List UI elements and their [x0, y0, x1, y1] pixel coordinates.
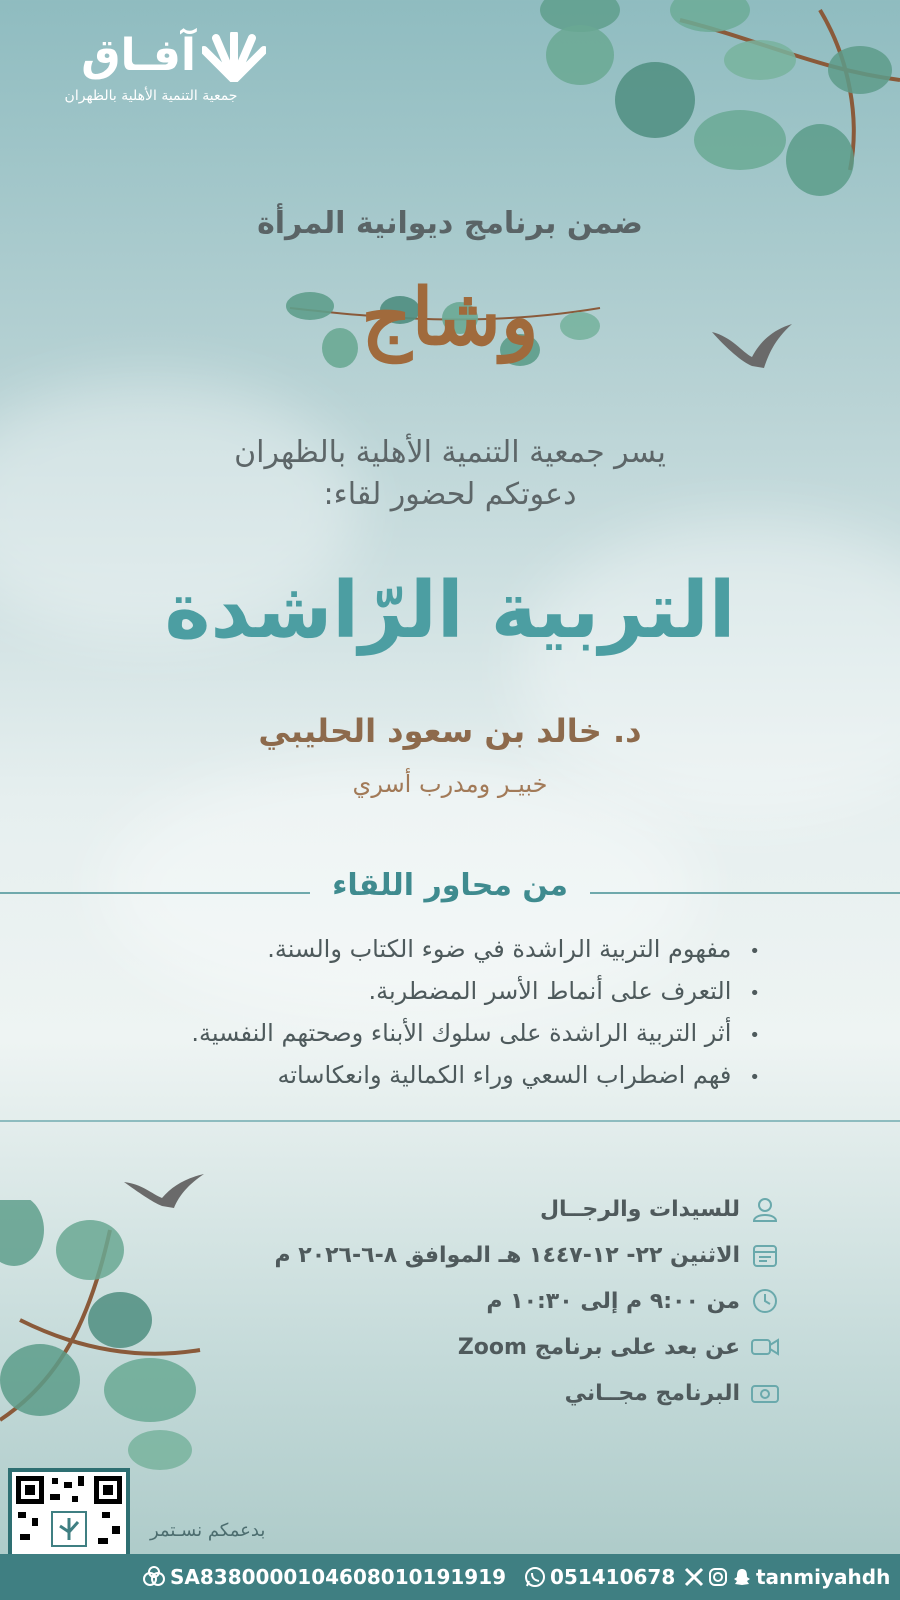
topics-heading-text: من محاور اللقاء: [332, 868, 568, 903]
social-handle[interactable]: [684, 1554, 890, 1600]
phone[interactable]: [524, 1554, 675, 1600]
fee-text: البرنامج مجــاني: [564, 1380, 740, 1406]
event-title: التربية الرّاشدة: [164, 566, 736, 656]
speaker-role: خبيـر ومدرب أسري: [352, 770, 548, 798]
detail-audience: [140, 1186, 780, 1232]
x-icon: [684, 1567, 704, 1587]
instagram-icon: [708, 1567, 728, 1587]
section-divider: [0, 1120, 900, 1122]
video-camera-icon: [750, 1332, 780, 1362]
venue-text: عن بعد على برنامج Zoom: [457, 1334, 740, 1360]
topics-heading: [0, 868, 900, 908]
event-details: [140, 1186, 780, 1416]
clock-icon: [750, 1286, 780, 1316]
detail-venue: [140, 1324, 780, 1370]
calendar-icon: [750, 1240, 780, 1270]
topics-list: [60, 928, 760, 1096]
list-item: • مفهوم التربية الراشدة في ضوء الكتاب والسنة.: [60, 928, 760, 970]
brand-wordmark: وشاج: [361, 272, 539, 363]
detail-fee: [140, 1370, 780, 1416]
support-text: بدعمكم نسـتمر: [150, 1520, 266, 1541]
hand-logo-icon: [202, 32, 266, 82]
date-text: الاثنين ٢٢- ١٢-١٤٤٧ هـ الموافق ٨-٦-٢٠٢٦ م: [274, 1242, 740, 1268]
snapchat-icon: [732, 1567, 752, 1587]
eucalyptus-branch-top: [520, 0, 900, 210]
time-text: من ٩:٠٠ م إلى ١٠:٣٠ م: [486, 1288, 740, 1314]
list-item: • فهم اضطراب السعي وراء الكمالية وانعكاساته: [60, 1054, 760, 1096]
logo-subtitle: جمعية التنمية الأهلية بالظهران: [64, 88, 238, 104]
detail-time: [140, 1278, 780, 1324]
intro-line-2: دعوتكم لحضور لقاء:: [323, 477, 577, 512]
logo-title: آفـاق: [81, 30, 196, 81]
intro-text: [0, 432, 900, 516]
detail-date: [140, 1232, 780, 1278]
phone-text: 051410678: [550, 1565, 676, 1589]
logo: [36, 30, 266, 115]
audience-text: للسيدات والرجــال: [539, 1196, 740, 1222]
iban-text: SA8380000104608010191919: [170, 1565, 507, 1589]
iban: [142, 1554, 506, 1600]
money-icon: [750, 1378, 780, 1408]
list-item: • أثر التربية الراشدة على سلوك الأبناء وصحتهم النفسية.: [60, 1012, 760, 1054]
footer-bar: [0, 1554, 900, 1600]
series-label: ضمن برنامج ديوانية المرأة: [257, 206, 643, 241]
speaker-name: د. خالد بن سعود الحليبي: [258, 712, 642, 750]
whatsapp-icon: [524, 1566, 546, 1588]
bank-icon: [142, 1565, 166, 1589]
user-icon: [750, 1194, 780, 1224]
intro-line-1: يسر جمعية التنمية الأهلية بالظهران: [234, 435, 666, 470]
handle-text: tanmiyahdh: [756, 1565, 891, 1589]
list-item: • التعرف على أنماط الأسر المضطربة.: [60, 970, 760, 1012]
